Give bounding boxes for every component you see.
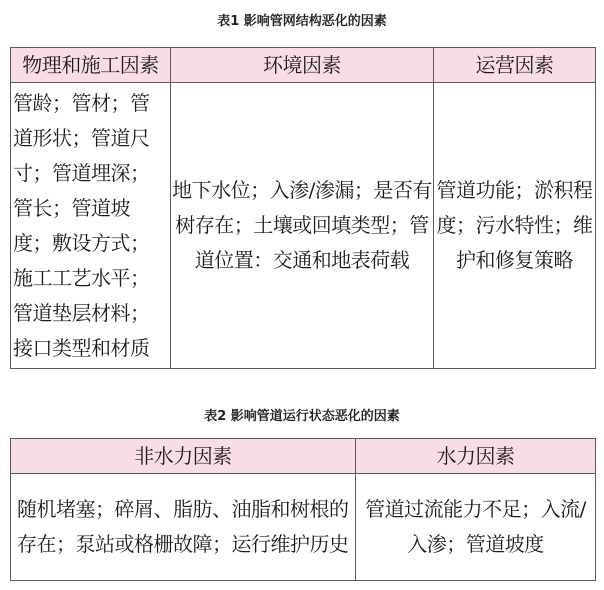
header-physical-construction: 物理和施工因素 bbox=[11, 48, 171, 83]
cell-physical-construction-factors: 管龄；管材；管道形状；管道尺寸；管道埋深；管长；管道坡度；敷设方式；施工工艺水平；管道垫层材料；接口类型和材质 bbox=[11, 83, 171, 369]
table-row bbox=[11, 83, 596, 369]
header-hydraulic: 水力因素 bbox=[356, 439, 596, 474]
factors-table-structure bbox=[10, 47, 596, 369]
table2-caption: 表2 影响管道运行状态恶化的因素 bbox=[204, 409, 400, 424]
header-operational: 运营因素 bbox=[434, 48, 596, 83]
factors-table-operation bbox=[10, 438, 596, 581]
cell-environmental-factors: 地下水位；入渗/渗漏；是否有树存在；土壤或回填类型；管道位置：交通和地表荷载 bbox=[171, 83, 434, 369]
table-row bbox=[11, 474, 596, 581]
cell-operational-factors: 管道功能；淤积程度；污水特性；维护和修复策略 bbox=[434, 83, 596, 369]
cell-non-hydraulic-factors: 随机堵塞；碎屑、脂肪、油脂和树根的存在；泵站或格栅故障；运行维护历史 bbox=[11, 474, 356, 581]
table-header-row bbox=[11, 439, 596, 474]
table1-caption: 表1 影响管网结构恶化的因素 bbox=[217, 14, 387, 29]
table-header-row bbox=[11, 48, 596, 83]
header-environmental: 环境因素 bbox=[171, 48, 434, 83]
header-non-hydraulic: 非水力因素 bbox=[11, 439, 356, 474]
cell-hydraulic-factors: 管道过流能力不足；入流/入渗；管道坡度 bbox=[356, 474, 596, 581]
